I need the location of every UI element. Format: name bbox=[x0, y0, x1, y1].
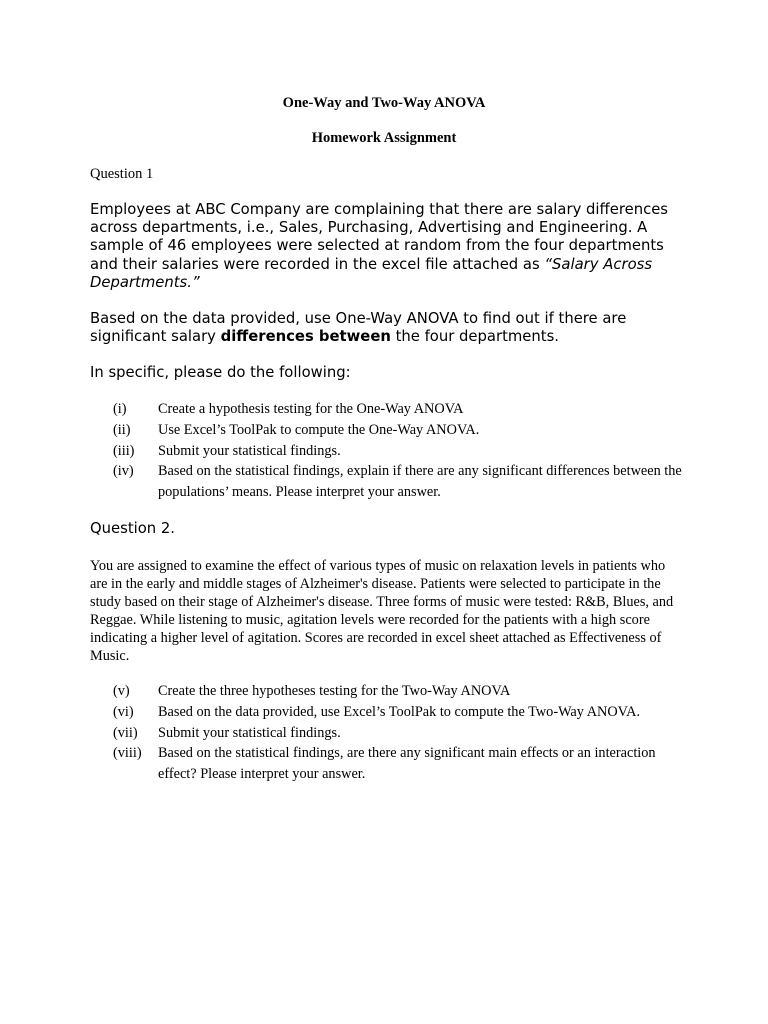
list-item bbox=[113, 702, 693, 723]
list-item-number: (viii) bbox=[113, 745, 142, 762]
list-item bbox=[113, 461, 693, 503]
specific-instruction: In specific, please do the following: bbox=[90, 364, 351, 381]
list-item-number: (vi) bbox=[113, 703, 134, 720]
list-item bbox=[113, 399, 693, 420]
list-item-text: Use Excel’s ToolPak to compute the One-Way ANOVA. bbox=[158, 421, 480, 438]
list-item-number: (v) bbox=[113, 683, 130, 699]
document-subtitle: Homework Assignment bbox=[311, 130, 457, 146]
list-item bbox=[113, 420, 693, 441]
list-item-number: (vii) bbox=[113, 724, 138, 741]
question-2-task-list bbox=[113, 681, 693, 785]
question-1-instruction-paragraph bbox=[90, 310, 680, 346]
list-item-number: (ii) bbox=[113, 421, 131, 438]
list-item bbox=[113, 723, 693, 744]
instruction-bold-text: differences between bbox=[220, 328, 391, 346]
list-item bbox=[113, 743, 693, 785]
list-item-text: Based on the statistical findings, are there any significant main effects or an interaction effect? Please interpret your answer. bbox=[158, 745, 656, 783]
question-1-intro-paragraph bbox=[90, 201, 680, 292]
instruction-text-before: Based on the data provided, use One-Way ANOVA to find out if there are significant salary bbox=[90, 310, 627, 346]
list-item-text: Submit your statistical findings. bbox=[158, 442, 341, 459]
question-1-intro-text: Employees at ABC Company are complaining that there are salary differences across departments, i.e., Sales, Purchasing, Advertising and Engineering. A sample of 46 employees were selected at random from the four departments and their salaries were recorded in the excel file attached as bbox=[90, 201, 669, 273]
document-title: One-Way and Two-Way ANOVA bbox=[282, 95, 486, 111]
list-item-number: (iii) bbox=[113, 442, 135, 459]
list-item-number: (iv) bbox=[113, 463, 134, 480]
list-item bbox=[113, 441, 693, 462]
list-item-text: Based on the statistical findings, explain if there are any significant differences between the populations’ means. Please interpret your answer. bbox=[158, 463, 682, 501]
question-1-label: Question 1 bbox=[90, 166, 154, 182]
list-item-text: Create a hypothesis testing for the One-Way ANOVA bbox=[158, 401, 464, 417]
list-item-text: Create the three hypotheses testing for the Two-Way ANOVA bbox=[158, 683, 511, 699]
question-1-task-list bbox=[113, 399, 693, 503]
file-name-salary: “Salary Across Departments.” bbox=[90, 255, 653, 291]
instruction-text-after: the four departments. bbox=[390, 328, 559, 346]
list-item-number: (i) bbox=[113, 401, 127, 417]
list-item-text: Based on the data provided, use Excel’s ToolPak to compute the Two-Way ANOVA. bbox=[158, 703, 641, 720]
question-2-paragraph: You are assigned to examine the effect of various types of music on relaxation levels in patients who are in the early and middle stages of Alzheimer's disease. Patients were selected to participate in the study based on their stage of Alzheimer's disease. Three forms of music were tested: R&B, Blues, and Reggae. While listening to music, agitation levels were recorded for the patients with a high score indicating a higher level of agitation. Scores are recorded in excel sheet attached as Effectiveness of Music. bbox=[90, 558, 674, 665]
list-item bbox=[113, 681, 693, 702]
question-2-label: Question 2. bbox=[90, 520, 176, 537]
list-item-text: Submit your statistical findings. bbox=[158, 724, 341, 741]
